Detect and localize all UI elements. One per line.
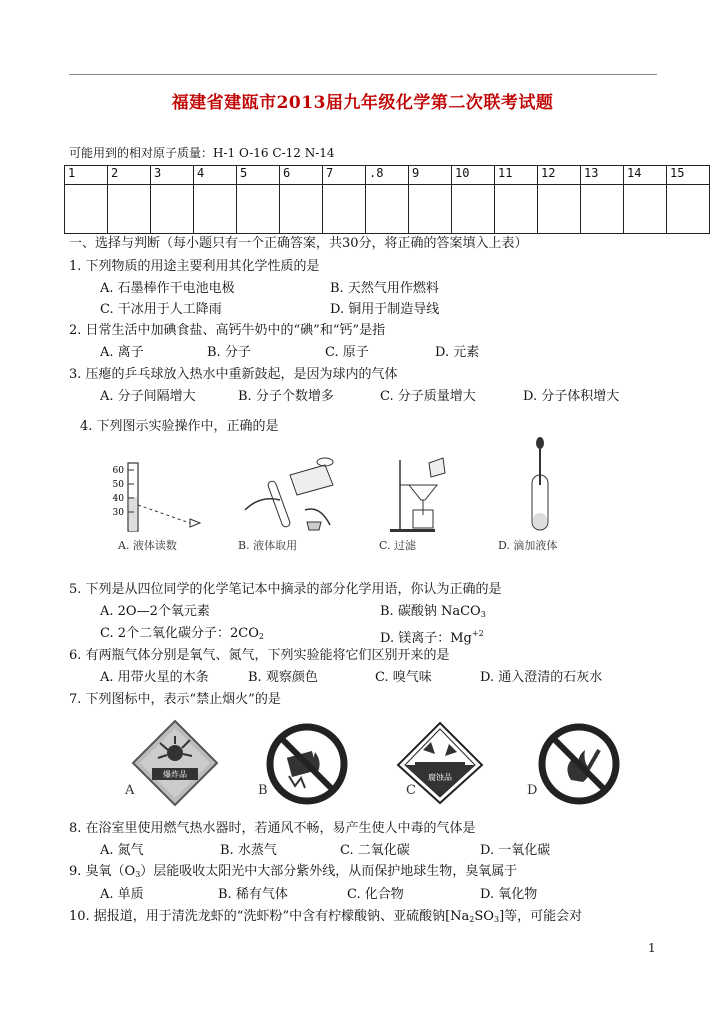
- q2-option-a[interactable]: A. 离子: [100, 345, 144, 360]
- question-7: 7. 下列图标中，表示“禁止烟火”的是: [69, 692, 281, 707]
- answer-input-cell[interactable]: [452, 185, 495, 234]
- q7-label-b: B: [258, 783, 268, 798]
- q9-option-c[interactable]: C. 化合物: [347, 887, 404, 902]
- question-8: 8. 在浴室里使用燃气热水器时，若通风不畅，易产生使人中毒的气体是: [69, 821, 476, 836]
- answer-header-cell: 5: [237, 166, 280, 185]
- q8-option-c[interactable]: C. 二氧化碳: [340, 843, 410, 858]
- figure-liquid-taking[interactable]: [235, 450, 345, 535]
- answer-header-cell: 12: [538, 166, 581, 185]
- q5-option-d[interactable]: D. 镁离子：$Mg^{+2}$: [380, 629, 484, 646]
- eye-icon: [190, 519, 200, 527]
- q2-option-d[interactable]: D. 元素: [435, 345, 480, 360]
- question-2: 2. 日常生活中加碘食盐、高钙牛奶中的“碘”和“钙”是指: [69, 323, 386, 338]
- header-rule: [69, 74, 657, 75]
- q9-option-d[interactable]: D. 氧化物: [480, 887, 538, 902]
- q7-label-c: C: [406, 783, 416, 798]
- answer-header-cell: 6: [280, 166, 323, 185]
- q8-option-d[interactable]: D. 一氧化碳: [480, 843, 551, 858]
- q6-option-b[interactable]: B. 观察颜色: [248, 670, 318, 685]
- atomic-mass-line: 可能用到的相对原子质量：H-1 O-16 C-12 N-14: [69, 146, 335, 160]
- tick-30: 30: [112, 508, 124, 518]
- answer-header-cell: 1: [65, 166, 108, 185]
- figure-dropper[interactable]: [520, 435, 560, 535]
- q5-option-c[interactable]: C. 2个二氧化碳分子：$2CO_2$: [100, 626, 264, 641]
- answer-table: [64, 165, 710, 234]
- answer-header-cell: 3: [151, 166, 194, 185]
- section-heading: 一、选择与判断（每小题只有一个正确答案，共30分，将正确的答案填入上表）: [69, 236, 528, 251]
- no-smoking-fire-sign-icon[interactable]: [537, 722, 621, 806]
- q2-option-c[interactable]: C. 原子: [325, 345, 369, 360]
- question-4: 4. 下列图示实验操作中，正确的是: [80, 419, 279, 434]
- tick-40: 40: [112, 494, 124, 504]
- q4-caption-d: D. 滴加液体: [498, 539, 558, 552]
- answer-header-cell: 2: [108, 166, 151, 185]
- answer-input-cell[interactable]: [538, 185, 581, 234]
- answer-input-cell[interactable]: [624, 185, 667, 234]
- answer-header-cell: 15: [667, 166, 710, 185]
- answer-input-cell[interactable]: [65, 185, 108, 234]
- answer-header-cell: 13: [581, 166, 624, 185]
- q2-option-b[interactable]: B. 分子: [207, 345, 251, 360]
- answer-header-cell: 14: [624, 166, 667, 185]
- answer-header-cell: 11: [495, 166, 538, 185]
- answer-input-cell[interactable]: [495, 185, 538, 234]
- answer-header-cell: 9: [409, 166, 452, 185]
- answer-header-cell: .8: [366, 166, 409, 185]
- question-3: 3. 压瘪的乒乓球放入热水中重新鼓起，是因为球内的气体: [69, 367, 398, 382]
- figure-filtration[interactable]: [385, 455, 455, 535]
- q5-option-b[interactable]: B. 碳酸钠 NaCO$_3$: [380, 604, 486, 619]
- q1-option-a[interactable]: A. 石墨棒作干电池电极: [100, 281, 235, 296]
- answer-input-cell[interactable]: [237, 185, 280, 234]
- question-5: 5. 下列是从四位同学的化学笔记本中摘录的部分化学用语，你认为正确的是: [69, 582, 502, 597]
- answer-input-cell[interactable]: [323, 185, 366, 234]
- answer-input-cell[interactable]: [409, 185, 452, 234]
- q3-option-d[interactable]: D. 分子体积增大: [523, 389, 620, 404]
- q4-caption-c: C. 过滤: [379, 539, 417, 552]
- answer-input-cell[interactable]: [667, 185, 710, 234]
- answer-input-cell[interactable]: [581, 185, 624, 234]
- answer-input-cell[interactable]: [108, 185, 151, 234]
- q3-option-a[interactable]: A. 分子间隔增大: [100, 389, 196, 404]
- q4-caption-a: A. 液体读数: [118, 539, 177, 552]
- question-1: 1. 下列物质的用途主要利用其化学性质的是: [69, 259, 320, 274]
- q7-label-d: D: [527, 783, 538, 798]
- page-title: 福建省建瓯市2013届九年级化学第二次联考试题: [171, 93, 554, 113]
- answer-input-cell[interactable]: [194, 185, 237, 234]
- no-fire-sign-icon[interactable]: [265, 722, 349, 806]
- page-number: 1: [648, 941, 656, 955]
- q9-option-a[interactable]: A. 单质: [100, 887, 144, 902]
- q5-option-a[interactable]: A. 2O—2个氧元素: [100, 604, 210, 619]
- answer-header-cell: 4: [194, 166, 237, 185]
- q7-label-a: A: [125, 783, 135, 798]
- q8-option-a[interactable]: A. 氮气: [100, 843, 144, 858]
- explosive-sign-icon[interactable]: [130, 718, 220, 808]
- question-9: 9. 臭氧$(O_3)$层能吸收太阳光中大部分紫外线，从而保护地球生物，臭氧属于: [69, 864, 518, 879]
- answer-header-cell: 7: [323, 166, 366, 185]
- answer-table-answer-row[interactable]: [65, 185, 710, 234]
- q9-option-b[interactable]: B. 稀有气体: [218, 887, 288, 902]
- q1-option-b[interactable]: B. 天然气用作燃料: [330, 281, 439, 296]
- q1-option-d[interactable]: D. 铜用于制造导线: [330, 302, 440, 317]
- q8-option-b[interactable]: B. 水蒸气: [220, 843, 277, 858]
- q3-option-b[interactable]: B. 分子个数增多: [238, 389, 334, 404]
- q3-option-c[interactable]: C. 分子质量增大: [380, 389, 476, 404]
- q6-option-c[interactable]: C. 嗅气味: [375, 670, 432, 685]
- q1-option-c[interactable]: C. 干冰用于人工降雨: [100, 302, 222, 317]
- answer-input-cell[interactable]: [280, 185, 323, 234]
- figure-liquid-reading[interactable]: [110, 455, 240, 535]
- answer-input-cell[interactable]: [366, 185, 409, 234]
- q6-option-d[interactable]: D. 通入澄清的石灰水: [480, 670, 603, 685]
- question-6: 6. 有两瓶气体分别是氧气、氮气，下列实验能将它们区别开来的是: [69, 648, 450, 663]
- q6-option-a[interactable]: A. 用带火星的木条: [100, 670, 209, 685]
- answer-header-cell: 10: [452, 166, 495, 185]
- question-10: 10. 据报道，用于清洗龙虾的“洗虾粉”中含有柠檬酸钠、亚硫酸钠$[Na_2SO_3]$等，可能会对: [69, 909, 583, 924]
- tick-60: 60: [112, 466, 124, 476]
- q4-caption-b: B. 液体取用: [238, 539, 298, 552]
- explosive-sign-label: 爆炸品: [163, 770, 187, 779]
- corrosive-sign-label: 腐蚀品: [428, 773, 452, 782]
- answer-table-header: [65, 166, 710, 185]
- answer-input-cell[interactable]: [151, 185, 194, 234]
- tick-50: 50: [112, 480, 124, 490]
